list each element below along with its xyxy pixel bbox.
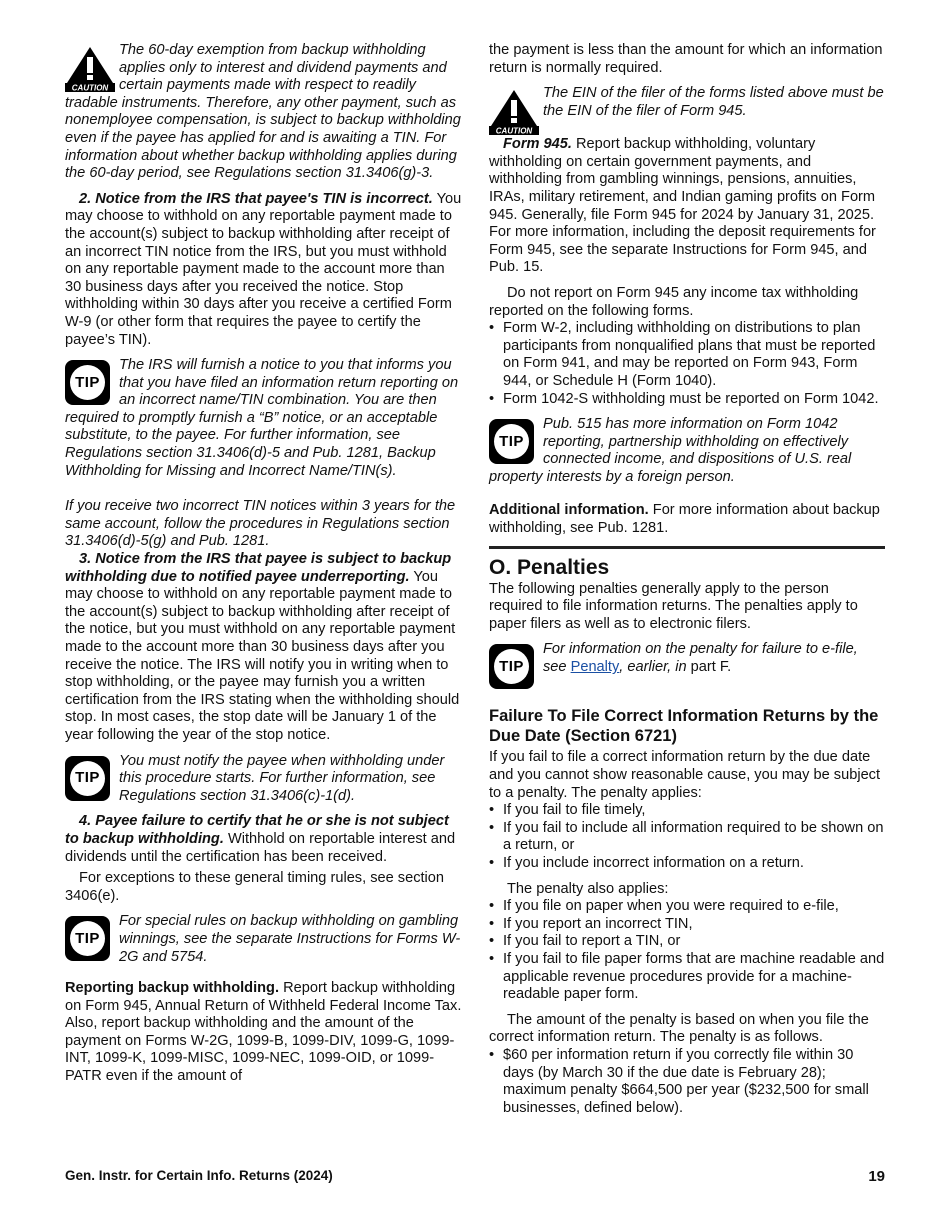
tip-text: The IRS will furnish a notice to you that informs you that you have filed an information return reporting on an incorrect name/TIN combination. You are then required to promptly furnish a “B” notice, or an acceptable substitute, to the payee. For further information, see Regulations section 31.3406(d)-5 and Pub. 1281, Backup Withholding for Missing and Incorrect Name/TIN(s). — [65, 357, 459, 479]
item4-paragraph — [65, 813, 462, 866]
caution-icon — [65, 45, 112, 92]
item4-heading: 4. Payee failure to certify that he or she is not subject to backup withholding. — [65, 813, 449, 847]
caution-icon — [489, 88, 536, 136]
item3-body: You may choose to withhold on any reportable payment made to the account(s) subject to backup withholding after receipt of the notice, but you must withhold on any reportable payment made to the account more than 30 business days after you receive the notice. The IRS will notify you in writing when to stop withholding, or the payee may furnish you a written certification from the IRS stating when the withholding should stop. In most cases, the stop date will be January 1 of the year following the year of the stop notice. — [65, 568, 460, 743]
tip-icon: TIP — [65, 916, 112, 960]
reporting-body: Report backup withholding on Form 945, Annual Return of Withheld Federal Income Tax. Also, report backup withholding and the amount of the payment on Forms W-2G, 1099-B, 1099-DIV, 1099-G, 1099-INT, 1099-K, 1099-MISC, 1099-NEC, 1099-OID, or 1099-PATR even if the amount of — [65, 980, 462, 1085]
bullet-list — [489, 320, 885, 408]
tip-icon: TIP — [65, 756, 112, 800]
caution-text: The 60-day exemption from backup withholding applies only to interest and dividend payments and certain payments made with respect to readily tradable instruments. Therefore, any other payment, such as nonemployee compensation, is subject to backup withholding even if the payee has applied for and is awaiting a TIN. For information about whether backup withholding applies during the 60-day period, see Regulations section 31.3406(g)-3. — [65, 42, 461, 182]
tip-note — [489, 416, 885, 486]
list-item: • If you fail to include all information required to be shown on a return, or — [489, 819, 884, 854]
list-item: • If you fail to report a TIN, or — [489, 933, 681, 950]
item2-paragraph — [65, 191, 462, 349]
caution-text: The EIN of the filer of the forms listed above must be the EIN of the filer of Form 945. — [543, 85, 884, 119]
tip-icon: TIP — [489, 419, 536, 463]
page-footer — [65, 1168, 885, 1183]
svg-text:CAUTION: CAUTION — [495, 126, 533, 136]
form945-body: Report backup withholding, voluntary withholding on certain government payments, and withholding from gambling winnings, pensions, annuities, IRAs, military retirement, and Indian gaming profits on Form 945. Generally, file Form 945 for 2024 by January 31, 2025. For more information, including the deposit requirements for Form 945, see the separate Instructions for Form 945, and Pub. 15. — [489, 136, 876, 276]
item4-body: Withhold on reportable interest and dividends until the certification has been received. — [65, 830, 456, 865]
subsection-intro: If you fail to file a correct information return by the due date and you cannot show reasonable cause, you may be subject to a penalty. The penalty applies: — [489, 749, 881, 801]
tip-note: TIP For information on the penalty for failure to e-file, see Penalty, earlier, in part F. — [489, 641, 885, 676]
penalty-link[interactable]: Penalty — [570, 659, 620, 676]
reporting-heading: Reporting backup withholding. — [65, 980, 280, 997]
continued-text: the payment is less than the amount for which an information return is normally required. — [489, 42, 883, 76]
list-item: • Form 1042-S withholding must be reported on Form 1042. — [489, 390, 879, 407]
exceptions-paragraph: For exceptions to these general timing rules, see section 3406(e). — [65, 870, 445, 904]
section-divider — [489, 546, 885, 549]
tip-note — [65, 913, 462, 966]
list-item: • $60 per information return if you correctly file within 30 days (by March 30 if the due date is February 28); maximum penalty $664,500 per year ($232,500 for small businesses, defined below). — [489, 1046, 869, 1116]
list-item: • If you fail to file timely, — [489, 802, 646, 819]
caution-note — [489, 85, 885, 136]
item3-paragraph — [65, 551, 462, 745]
list-item: • If you include incorrect information on a return. — [489, 855, 804, 871]
tip-icon: TIP — [489, 644, 536, 688]
bullet-list — [489, 802, 885, 872]
item2-heading: 2. Notice from the IRS that payee's TIN is incorrect. — [79, 190, 433, 207]
svg-text:CAUTION: CAUTION — [71, 83, 109, 92]
list-item: • If you file on paper when you were required to e-file, — [489, 898, 839, 915]
item2-body: You may choose to withhold on any reportable payment made to the account(s) subject to backup withholding after receipt of an incorrect TIN notice from the IRS, but you must withhold on any reportable payment made to the account more than 30 business days after you received the notice. Stop withholding within 30 days after you receive a certified Form W-9 (or other form that requires the payee to certify the payee’s TIN). — [65, 190, 462, 348]
left-column — [65, 42, 462, 1086]
donot-paragraph: Do not report on Form 945 any income tax withholding reported on the following forms. — [489, 284, 859, 319]
additional-body: For more information about backup withholding, see Pub. 1281. — [489, 502, 880, 537]
bullet-list — [489, 898, 885, 1004]
tip-extra: If you receive two incorrect TIN notices within 3 years for the same account, follow the procedures in Regulations section 31.3406(d)-5(g) and Pub. 1281. — [65, 498, 456, 550]
also-paragraph: The penalty also applies: — [507, 880, 669, 897]
list-item: • Form W-2, including withholding on distributions to plan participants from nonqualified plans that must be reported on Form 941, and may be reported on Form 943, Form 944, or Schedule H (Form 1040). — [489, 320, 876, 389]
reporting-paragraph — [65, 980, 462, 1086]
tip-text: For special rules on backup withholding on gambling winnings, see the separate Instructions for Forms W-2G and 5754. — [119, 913, 461, 965]
tip-note — [65, 753, 462, 806]
tip-note — [65, 357, 462, 480]
caution-note — [65, 42, 462, 183]
section-intro: The following penalties generally apply to the person required to file information returns. The penalties apply to paper filers as well as to electronic filers. — [489, 580, 858, 632]
additional-heading: Additional information. — [489, 502, 649, 519]
list-item: • If you fail to file paper forms that are machine readable and applicable revenue procedures provide for a machine-readable paper form. — [489, 950, 885, 1003]
additional-paragraph — [489, 502, 885, 537]
tip-icon: TIP — [65, 360, 112, 404]
amount-paragraph: The amount of the penalty is based on when you file the correct information return. The penalty is as follows. — [489, 1011, 869, 1046]
tip-text: You must notify the payee when withholding under this procedure starts. For further information, see Regulations section 31.3406(c)-1(d). — [119, 752, 445, 804]
list-item: • If you report an incorrect TIN, — [489, 915, 693, 932]
tip-text: Pub. 515 has more information on Form 1042 reporting, partnership withholding on effectively connected income, and dispositions of U.S. real property interests by a foreign person. — [489, 416, 852, 485]
form945-paragraph — [489, 136, 885, 277]
section-title: O. Penalties — [489, 555, 610, 579]
bullet-list — [489, 1047, 885, 1117]
footer-title: Gen. Instr. for Certain Info. Returns (2024) — [65, 1168, 333, 1183]
right-column — [489, 42, 885, 1117]
subsection-title: Failure To File Correct Information Returns by the Due Date (Section 6721) — [489, 707, 879, 746]
item3-heading: 3. Notice from the IRS that payee is subject to backup withholding due to notified payee underreporting. — [65, 551, 452, 585]
form945-heading: Form 945. — [503, 136, 572, 153]
page-number: 19 — [868, 1168, 885, 1185]
